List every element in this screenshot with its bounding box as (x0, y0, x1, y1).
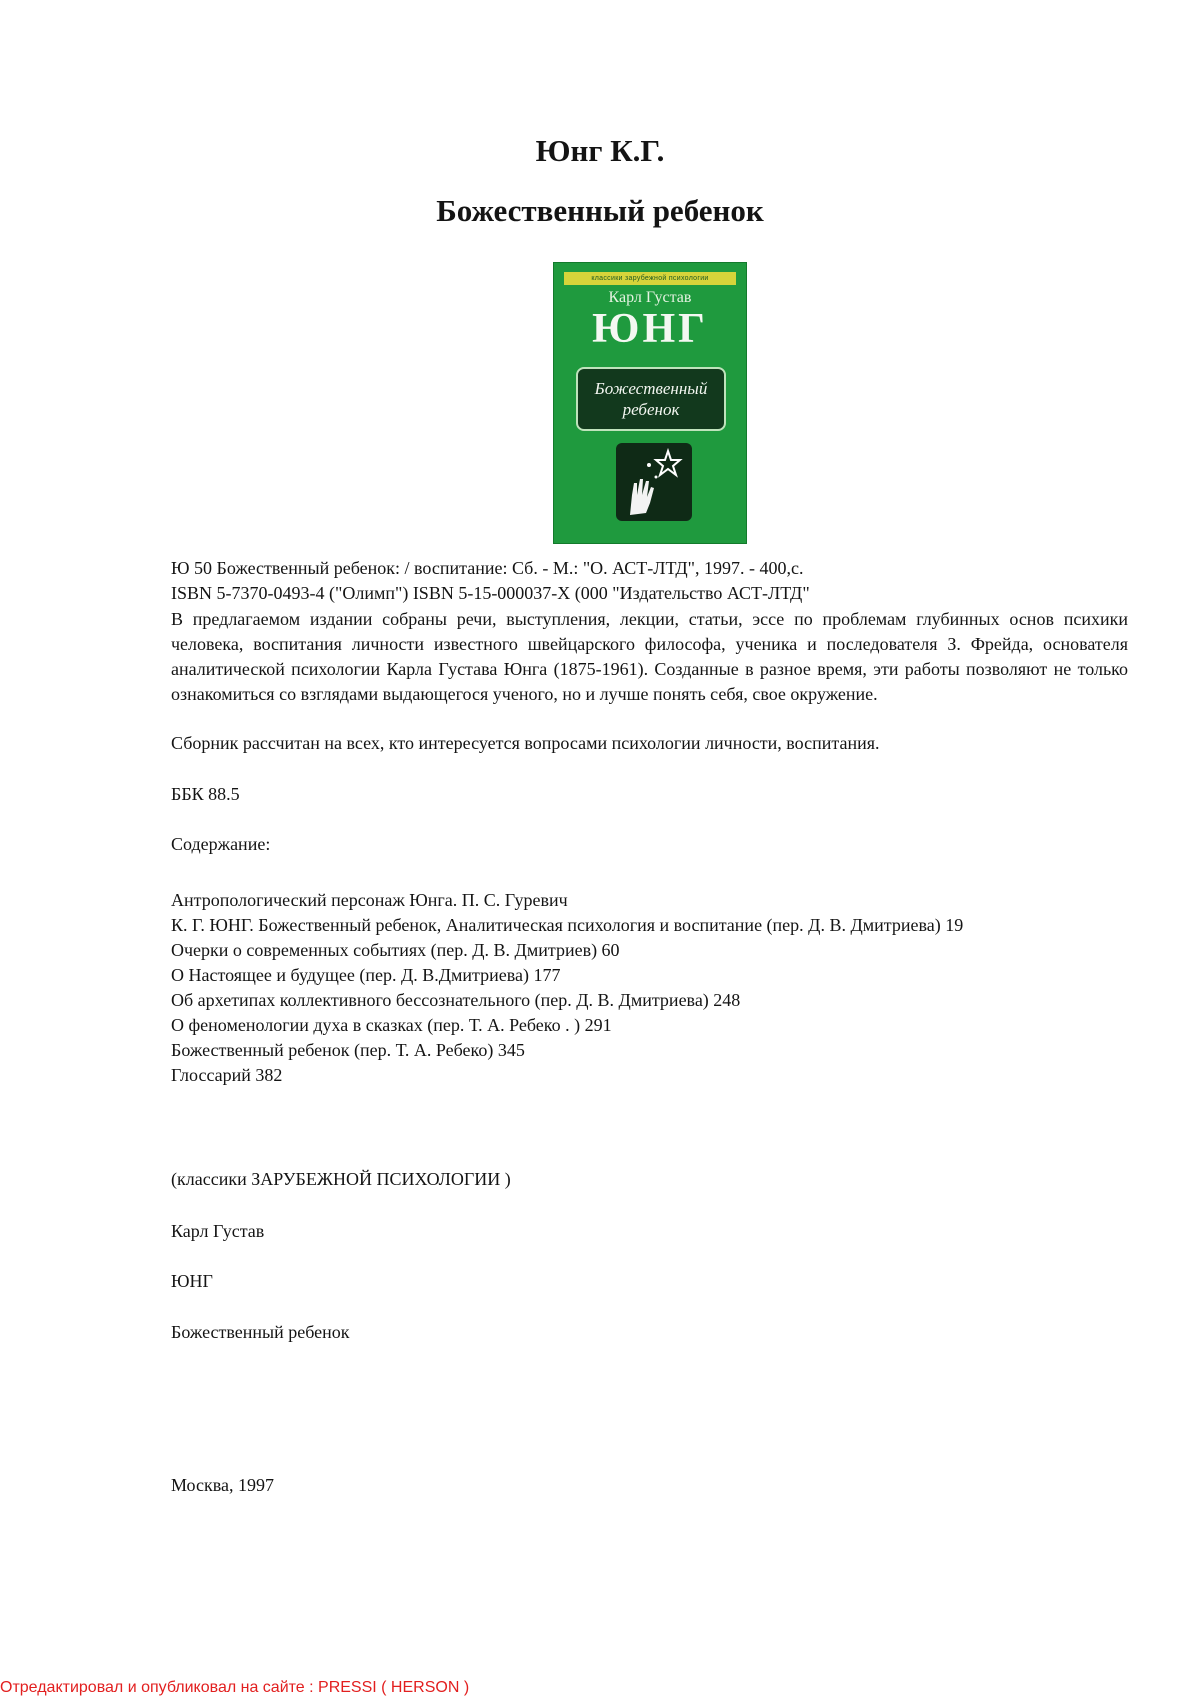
bbk-code: ББК 88.5 (171, 784, 240, 804)
biblio-line-1: Ю 50 Божественный ребенок: / воспитание: Сб. - М.: "О. АСТ-ЛТД", 1997. - 400,с. (171, 558, 804, 578)
page-author-heading: Юнг К.Г. (535, 133, 665, 168)
book-audience: Сборник рассчитан на всех, кто интересуется вопросами психологии личности, воспитания. (171, 733, 880, 753)
hand-reaching-star-icon (616, 443, 692, 521)
page-title: Божественный ребенок (436, 193, 764, 228)
publisher-credit-footer: Отредактировал и опубликовал на сайте : PRESSI ( HERSON ) (0, 1679, 470, 1696)
toc-item: О феноменологии духа в сказках (пер. Т. А. Ребеко . ) 291 (171, 1015, 612, 1035)
book-annotation: В предлагаемом издании собраны речи, выступления, лекции, статьи, эссе по проблемам глубинных основ психики человека, воспитания личности известного швейцарского философа, ученика и последователя З. Фрейда, основателя аналитической психологии Карла Густава Юнга (1875-1961). Созданные в разное время, эти работы позволяют не только ознакомиться со взглядами выдающегося ученого, но и лучше понять себя, свое окружение. (171, 609, 1128, 704)
cover-title-box (576, 367, 726, 431)
toc-item: Об архетипах коллективного бессознательного (пер. Д. В. Дмитриева) 248 (171, 990, 741, 1010)
book-cover-image (553, 262, 747, 544)
title-page-author-surname: ЮНГ (171, 1271, 213, 1291)
title-page-author-name: Карл Густав (171, 1221, 265, 1241)
contents-heading: Содержание: (171, 834, 271, 854)
toc-item: Очерки о современных событиях (пер. Д. В. Дмитриев) 60 (171, 940, 620, 960)
cover-author-name: Карл Густав (608, 289, 692, 306)
toc-item: Глоссарий 382 (171, 1065, 283, 1085)
toc-item: О Настоящее и будущее (пер. Д. В.Дмитриева) 177 (171, 965, 561, 985)
title-page-book-title: Божественный ребенок (171, 1322, 350, 1342)
biblio-isbn-line: ISBN 5-7370-0493-4 ("Олимп") ISBN 5-15-000037-Х (000 "Издательство АСТ-ЛТД" (171, 583, 810, 603)
cover-author-surname: ЮНГ (592, 306, 708, 352)
toc-item: К. Г. ЮНГ. Божественный ребенок, Аналитическая психология и воспитание (пер. Д. В. Дмитриева) 19 (171, 915, 964, 935)
toc-item: Антропологический персонаж Юнга. П. С. Гуревич (171, 890, 568, 910)
series-note: (классики ЗАРУБЕЖНОЙ ПСИХОЛОГИИ ) (171, 1169, 511, 1189)
toc-item: Божественный ребенок (пер. Т. А. Ребеко) 345 (171, 1040, 525, 1060)
cover-title-line1: Божественный (594, 379, 708, 398)
cover-series-band: классики зарубежной психологии (564, 272, 736, 285)
table-of-contents (171, 888, 1128, 1088)
publication-place-year: Москва, 1997 (171, 1475, 274, 1495)
cover-title-line2: ребенок (622, 400, 680, 419)
